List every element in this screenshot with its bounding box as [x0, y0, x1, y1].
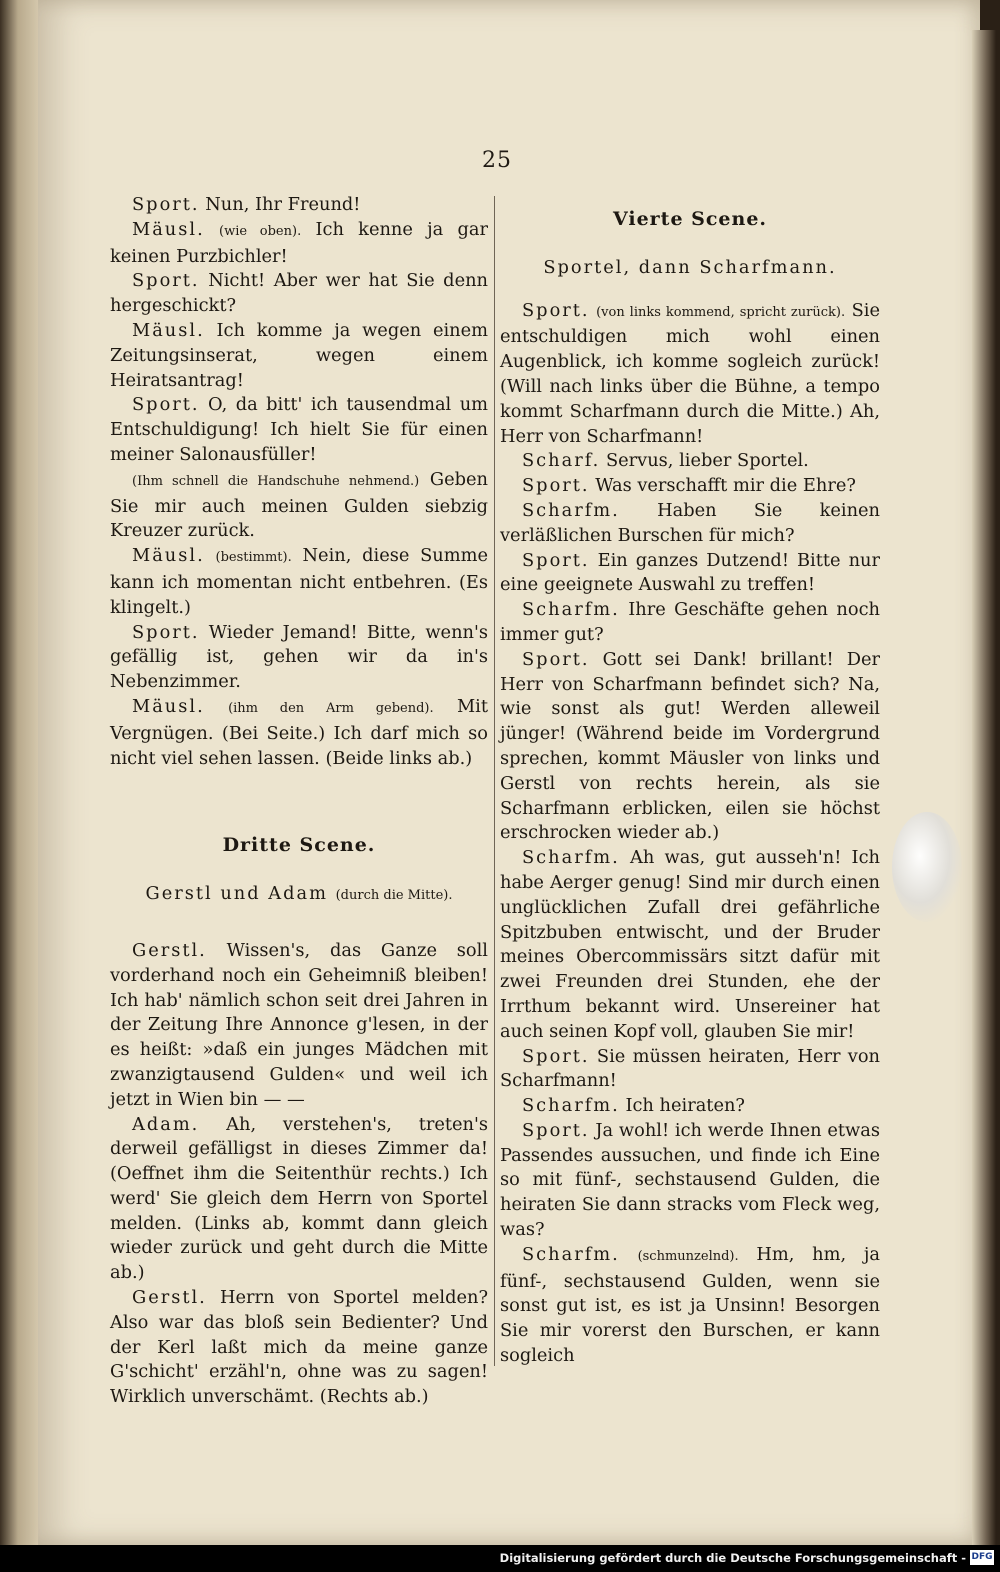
scene-heading-dritte: Dritte Scene.	[222, 834, 376, 857]
stage-direction: (wie oben).	[219, 223, 302, 239]
scene-heading-vierte: Vierte Scene.	[612, 208, 768, 230]
dialogue-text: Geben Sie mir auch meinen Gulden siebzig Kreuzer zurück.	[110, 468, 489, 542]
speaker-name: Gerstl.	[132, 1287, 207, 1309]
dialogue-text: Nicht! Aber wer hat Sie denn hergeschickt?	[110, 270, 488, 317]
dialogue-text: Ah was, gut ausseh'n! Ich habe Aerger genug! Sind mir durch einen unglücklichen Zufall drei gefährliche Spitzbuben entwischt, und der Bruder meines Obercommissärs sitzt dafür mit zwei Freunden drei Stunden, ehe der Irrthum bekannt wird. Unsereiner hat auch seinen Kopf voll, glauben Sie mir!	[500, 847, 880, 1042]
column-divider	[494, 196, 495, 1366]
dialogue-text: Ja wohl! ich werde Ihnen etwas Passendes aussuchen, und finde ich Eine so mit fünf-, sechstausend Gulden, die heiraten Sie dann stracks vom Fleck weg, was?	[500, 1119, 881, 1241]
page-right-edge	[972, 30, 996, 1545]
dialogue-paragraph	[110, 193, 488, 218]
dialogue-text: Mit Vergnügen. (Bei Seite.) Ich darf mich so nicht viel sehen lassen. (Beide links ab.)	[110, 695, 489, 769]
speaker-name: Scharfm.	[522, 1095, 620, 1117]
dialogue-text: Nein, diese Summe kann ich momentan nicht entbehren. (Es klingelt.)	[110, 545, 489, 618]
stage-direction: (ihm den Arm gebend).	[228, 700, 434, 716]
dfg-logo: DFG	[970, 1550, 994, 1565]
dialogue-paragraph	[500, 449, 880, 474]
dialogue-paragraph	[110, 695, 488, 771]
dialogue-text: Wissen's, das Ganze soll vorderhand noch ein Geheimniß bleiben! Ich hab' nämlich schon seit drei Jahren in der Zeitung Ihre Annonce g'lesen, in der es heißt: »daß ein junges Mädchen mit zwanzigtausend Gulden« und weil ich jetzt in Wien bin — —	[110, 939, 488, 1110]
dialogue-paragraph	[110, 621, 488, 695]
dialogue-text: Ein ganzes Dutzend! Bitte nur eine geeignete Auswahl zu treffen!	[500, 549, 880, 596]
scene-cast-dritte	[110, 882, 488, 909]
speaker-name: Sport.	[132, 394, 200, 416]
left-text-column	[110, 193, 488, 1410]
right-text-column	[500, 193, 880, 1369]
speaker-name: Adam.	[132, 1113, 200, 1135]
scene-cast-direction: (durch die Mitte).	[335, 888, 453, 904]
stage-direction: (Ihm schnell die Handschuhe nehmend.)	[132, 473, 420, 489]
dialogue-paragraph	[500, 1094, 880, 1119]
dialogue-paragraph	[110, 1286, 488, 1410]
dialogue-text: Gott sei Dank! brillant! Der Herr von Scharfmann befindet sich? Na, wie sonst als gut! Werden alleweil jünger! (Während beide im Vordergrund sprechen, kommt Mäusler von links und Gerstl von rechts herein, als sie Scharfmann erblicken, eilen sie höchst erschrocken wieder ab.)	[500, 648, 880, 844]
dialogue-paragraph	[500, 1045, 880, 1095]
speaker-name: Sport.	[132, 621, 200, 643]
dialogue-paragraph	[110, 544, 488, 620]
dialogue-text: Herrn von Sportel melden? Also war das bloß sein Bedienter? Und der Kerl laßt mich da meine ganze G'schicht' erzähl'n, ohne was zu sagen! Wirklich unverschämt. (Rechts ab.)	[110, 1287, 488, 1408]
speaker-name: Sport.	[522, 1119, 590, 1141]
dialogue-paragraph	[500, 1243, 880, 1369]
speaker-name: Sport.	[522, 299, 590, 321]
dialogue-text: Was verschafft mir die Ehre?	[595, 475, 856, 497]
dialogue-paragraph	[500, 598, 880, 648]
dialogue-text: Ich komme ja wegen einem Zeitungsinserat, wegen einem Heiratsantrag!	[110, 319, 489, 391]
dialogue-paragraph	[110, 218, 488, 270]
speaker-name: Sport.	[132, 194, 200, 215]
dialogue-text: Sie entschuldigen mich wohl einen Augenblick, ich komme sogleich zurück! (Will nach links über die Bühne, a tempo kommt Scharfmann durch die Mitte.) Ah, Herr von Scharfmann!	[500, 299, 881, 447]
dialogue-text: Sie müssen heiraten, Herr von Scharfmann!	[500, 1045, 880, 1092]
dialogue-paragraph	[500, 846, 880, 1044]
speaker-name: Mäusl.	[132, 319, 205, 341]
speaker-name: Scharfm.	[522, 599, 620, 621]
scene-cast-names: Gerstl und Adam	[145, 883, 328, 905]
stage-direction: (schmunzelnd).	[637, 1248, 739, 1264]
speaker-name: Mäusl.	[132, 545, 205, 567]
stage-direction: (von links kommend, spricht zurück).	[596, 304, 846, 320]
dialogue-paragraph	[110, 1113, 488, 1287]
speaker-name: Gerstl.	[132, 939, 207, 961]
footer-credit: Digitalisierung gefördert durch die Deutsche Forschungsgemeinschaft -	[499, 1551, 966, 1565]
dialogue-paragraph	[500, 1119, 880, 1243]
dialogue-text: O, da bitt' ich tausendmal um Entschuldigung! Ich hielt Sie für einen meiner Salonausfüller!	[110, 394, 489, 465]
speaker-name: Sport.	[522, 475, 590, 497]
speaker-name: Mäusl.	[132, 695, 205, 717]
dialogue-text: Haben Sie keinen verläßlichen Burschen für mich?	[500, 499, 880, 546]
dialogue-text: Servus, lieber Sportel.	[605, 450, 809, 472]
dialogue-text: Ich kenne ja gar keinen Purzbichler!	[110, 218, 489, 267]
dialogue-paragraph	[110, 269, 488, 319]
dialogue-text: Nun, Ihr Freund!	[205, 194, 361, 215]
dialogue-paragraph	[110, 468, 488, 544]
footer-bar	[0, 1545, 1000, 1572]
dialogue-paragraph	[500, 474, 880, 499]
dialogue-text: Wieder Jemand! Bitte, wenn's gefällig ist, gehen wir da in's Nebenzimmer.	[110, 621, 488, 693]
dialogue-text: Ihre Geschäfte gehen noch immer gut?	[500, 599, 880, 645]
dialogue-paragraph	[110, 393, 488, 467]
dialogue-text: Ah, verstehen's, treten's derweil gefälligst in dieses Zimmer da! (Oeffnet ihm die Seitenthür rechts.) Ich werd' Sie gleich dem Herrn von Sportel melden. (Links ab, kommt dann gleich wieder zurück und geht durch die Mitte ab.)	[110, 1113, 488, 1284]
speaker-name: Scharfm.	[522, 1243, 620, 1265]
stage-direction: (bestimmt).	[215, 550, 292, 566]
dialogue-paragraph	[500, 299, 880, 450]
scan-light-glare	[892, 812, 962, 922]
speaker-name: Sport.	[522, 549, 590, 571]
speaker-name: Sport.	[132, 270, 200, 292]
dialogue-paragraph	[500, 549, 880, 599]
speaker-name: Scharfm.	[522, 847, 620, 869]
dialogue-text: Hm, hm, ja fünf-, sechstausend Gulden, wenn sie sonst gut ist, es ist ja Unsinn! Besorgen Sie mir vorerst den Burschen, er kann sogleich	[500, 1243, 881, 1367]
dialogue-paragraph	[500, 499, 880, 549]
dialogue-paragraph	[110, 319, 488, 393]
page-number: 25	[482, 148, 512, 173]
speaker-name: Scharf.	[522, 450, 601, 472]
speaker-name: Mäusl.	[132, 218, 205, 240]
dialogue-paragraph	[110, 939, 488, 1113]
speaker-name: Sport.	[522, 1045, 590, 1067]
dialogue-text: Ich heiraten?	[625, 1095, 745, 1117]
speaker-name: Sport.	[522, 648, 590, 670]
dialogue-paragraph	[500, 648, 880, 846]
speaker-name: Scharfm.	[522, 499, 620, 521]
scene-cast-vierte: Sportel, dann Scharfmann.	[543, 256, 837, 278]
